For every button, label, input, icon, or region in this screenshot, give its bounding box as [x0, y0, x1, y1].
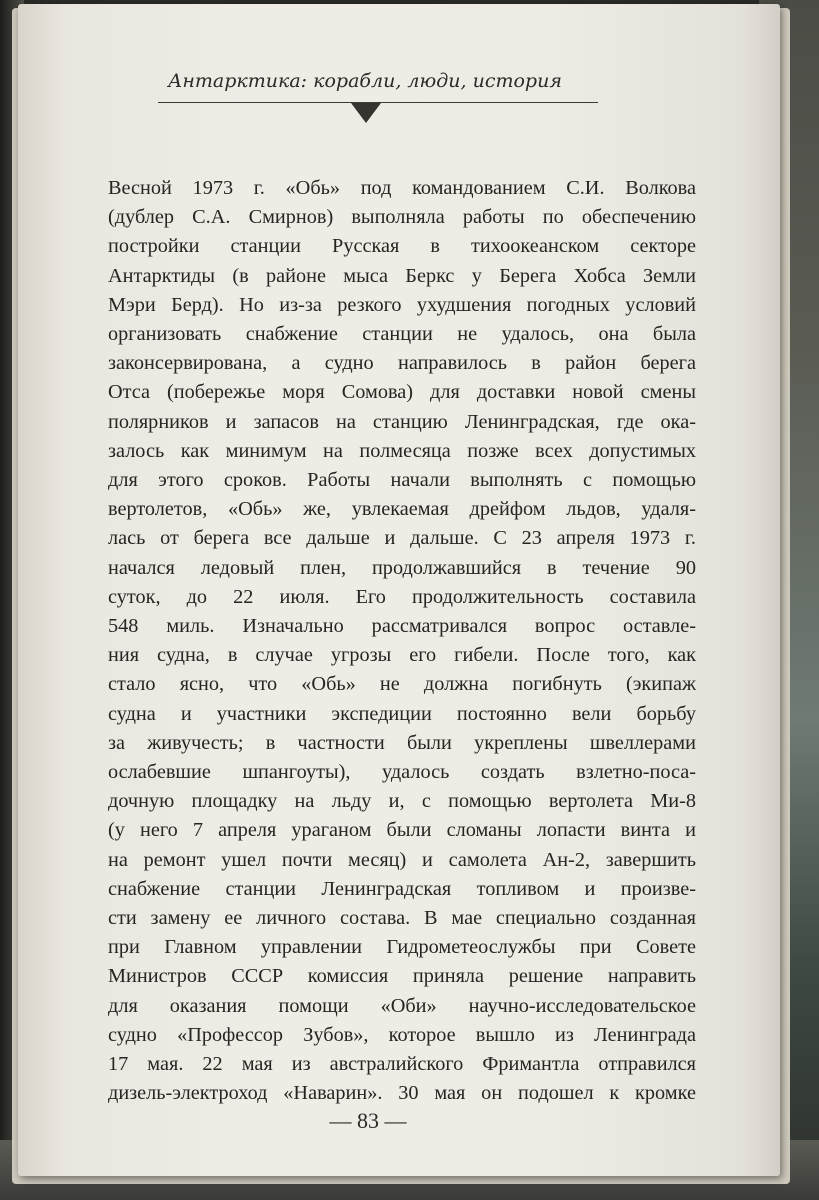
running-header-title: Антарктика: корабли, люди, история — [168, 70, 562, 92]
text-line: полярников и запасов на станцию Ленинградская, где ока- — [108, 410, 696, 433]
text-line: за живучесть; в частности были укреплены швеллерами — [108, 731, 696, 754]
text-line: на ремонт ушел почти месяц) и самолета Ан-2, завершить — [108, 848, 696, 871]
text-line: 548 миль. Изначально рассматривался вопрос оставле- — [108, 615, 696, 638]
text-line: ния судна, в случае угрозы его гибели. После того, как — [108, 644, 696, 667]
text-line: снабжение станции Ленинградская топливом и произве- — [108, 877, 696, 900]
text-line: постройки станции Русская в тихоокеанском секторе — [108, 235, 696, 258]
text-line: Министров СССР комиссия приняла решение направить — [108, 965, 696, 988]
text-line: Отса (побережье моря Сомова) для доставки новой смены — [108, 381, 696, 404]
text-line: вертолетов, «Обь» же, увлекаемая дрейфом льдов, удаля- — [108, 498, 696, 521]
text-line: ослабевшие шпангоуты), удалось создать взлетно-поса- — [108, 761, 696, 784]
text-line: (у него 7 апреля ураганом были сломаны лопасти винта и — [108, 819, 696, 842]
text-line: суток, до 22 июля. Его продолжительность составила — [108, 585, 696, 608]
text-line: судна и участники экспедиции постоянно вели борьбу — [108, 702, 696, 725]
text-line: лась от берега все дальше и дальше. С 23 апреля 1973 г. — [108, 527, 696, 550]
text-line: залось как минимум на полмесяца позже всех допустимых — [108, 439, 696, 462]
text-line: дизель-электроход «Наварин». 30 мая он подошел к кромке — [108, 1082, 696, 1105]
body-text — [108, 174, 696, 1109]
text-line: Весной 1973 г. «Обь» под командованием С.И. Волкова — [108, 177, 696, 199]
text-line: для оказания помощи «Оби» научно-исследовательское — [108, 994, 696, 1017]
text-line: сти замену ее личного состава. В мае специально созданная — [108, 907, 696, 930]
text-line: законсервирована, а судно направилось в район берега — [108, 352, 696, 375]
text-line: Мэри Берд). Но из-за резкого ухудшения погодных условий — [108, 293, 696, 316]
page-number: — 83 — — [329, 1108, 407, 1133]
text-line: судно «Профессор Зубов», которое вышло из Ленинграда — [108, 1023, 696, 1046]
book-page — [18, 4, 780, 1176]
text-line: (дублер С.А. Смирнов) выполняла работы по обеспечению — [108, 206, 696, 229]
text-line: стало ясно, что «Обь» не должна погибнуть (экипаж — [108, 673, 696, 696]
header-triangle-ornament — [351, 103, 381, 123]
text-line: дочную площадку на льду и, с помощью вертолета Ми-8 — [108, 790, 696, 813]
text-line: начался ледовый плен, продолжавшийся в течение 90 — [108, 556, 696, 579]
text-line: при Главном управлении Гидрометеослужбы при Совете — [108, 936, 696, 959]
text-line: организовать снабжение станции не удалось, она была — [108, 323, 696, 346]
text-line: 17 мая. 22 мая из австралийского Фримантла отправился — [108, 1053, 696, 1076]
text-line: Антарктиды (в районе мыса Беркс у Берега Хобса Земли — [108, 264, 696, 287]
text-line: для этого сроков. Работы начали выполнять с помощью — [108, 469, 696, 492]
